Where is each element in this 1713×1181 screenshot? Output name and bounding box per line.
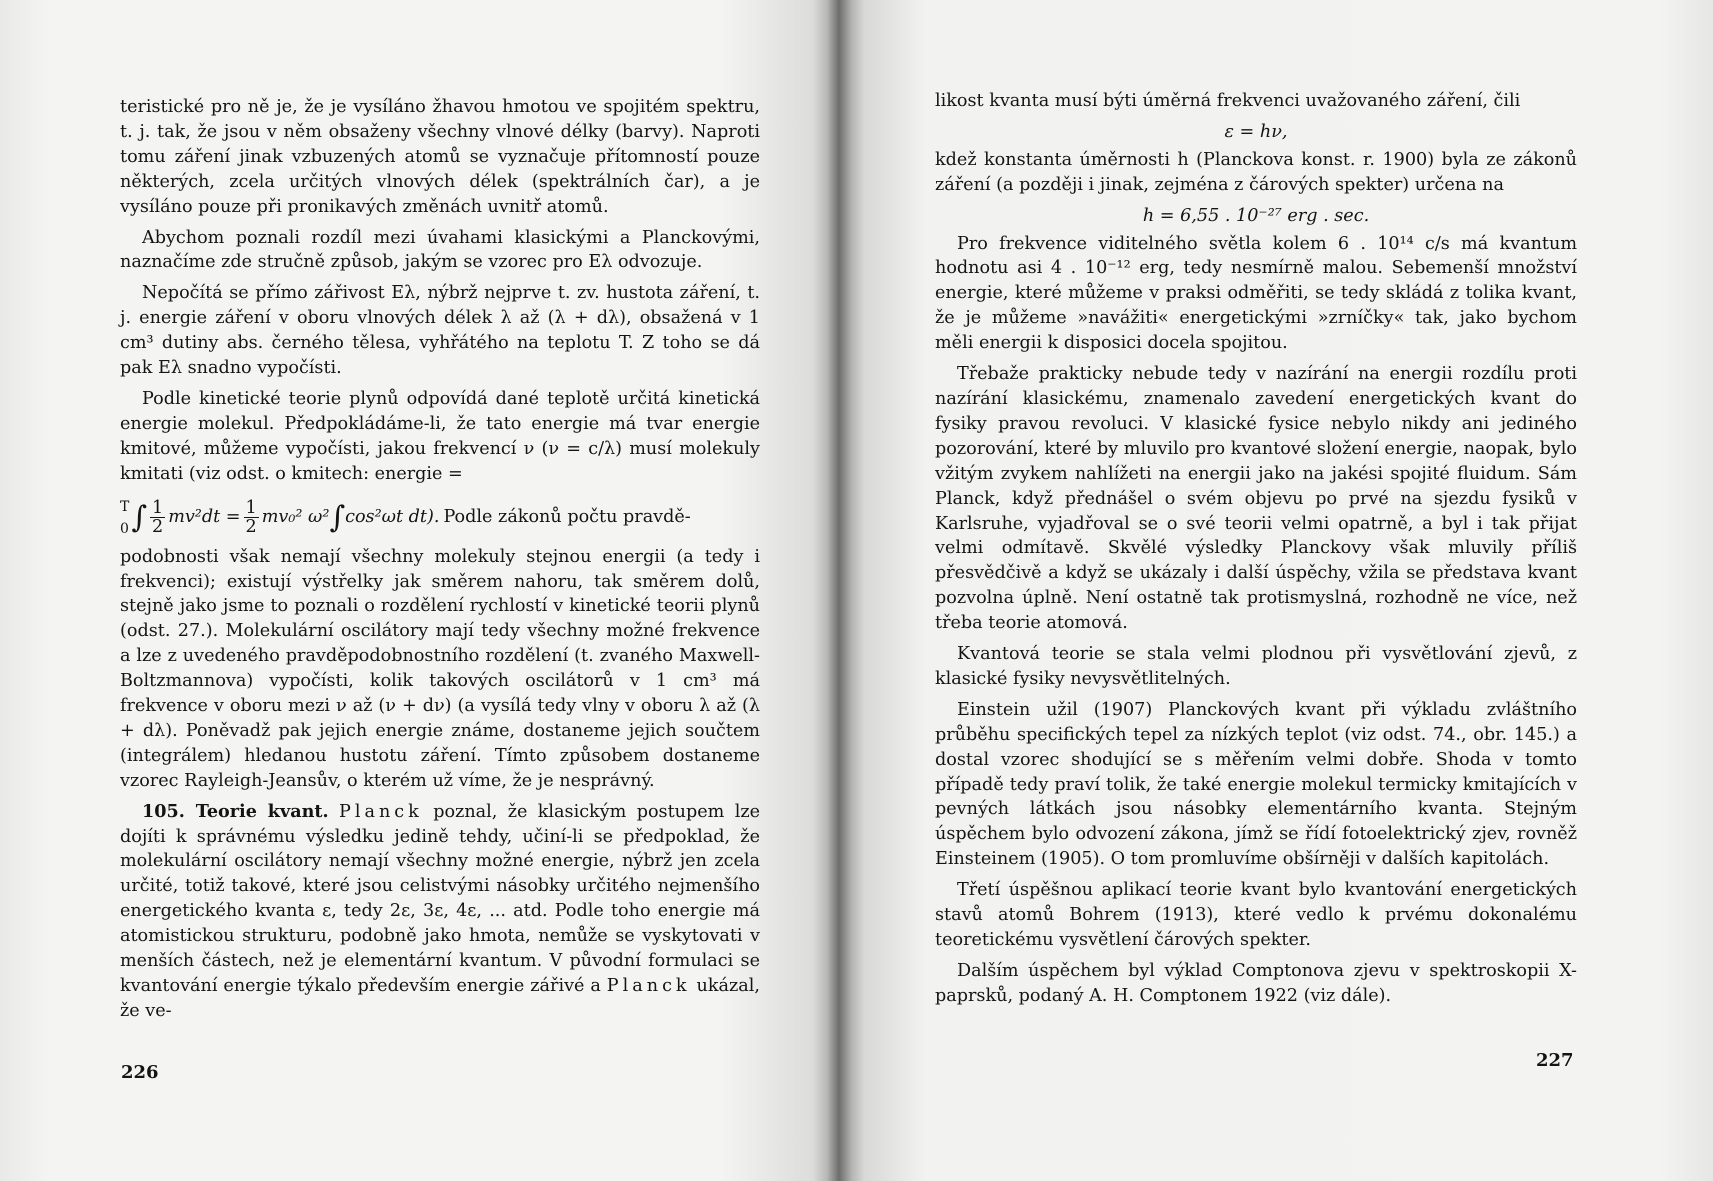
integral-sign-icon: ∫ (131, 499, 147, 535)
left-page-text (120, 95, 760, 1030)
paragraph: teristické pro ně je, že je vysíláno žhavou hmotou ve spojitém spektru, t. j. tak, že jsou v něm obsaženy všechny vlnové délky (barvy). Naproti tomu záření jinak vzbuzených atomů se vyznačuje přítomností pouze některých, zcela určitých vlnových délek (spektrálních čar), a je vysíláno pouze při pronikavých změnách uvnitř atomů. (120, 97, 760, 217)
paragraph: Pro frekvence viditelného světla kolem 6 . 10¹⁴ c/s má kvantum hodnotu asi 4 . 10⁻¹² erg, tedy nesmírně malou. Sebemenší množství energie, které můžeme v praksi odměřiti, se tedy skládá z tolika kvant, že je můžeme »navážiti« energetickými »zrníčky« tak, jako bychom měli energii k disposici docela spojitou. (935, 233, 1577, 354)
section-paragraph (120, 800, 760, 1024)
paragraph: Abychom poznali rozdíl mezi úvahami klasickými a Planckovými, naznačíme zde stručně způsob, jakým se vzorec pro Eλ odvozuje. (120, 227, 760, 273)
book-gutter (826, 0, 852, 1181)
name-spaced: Planck (606, 976, 691, 996)
formula-tail: Podle zákonů počtu pravdě- (443, 507, 691, 528)
paragraph: podobnosti však nemají všechny molekuly stejnou energii (a tedy i frekvenci); existují výstřelky jak směrem nahoru, tak směrem dolů, stejně jako jsme to poznali o rozdělení rychlostí v kinetické teorii plynů (odst. 27.). Molekulární oscilátory mají tedy všechny možné frekvence a lze z uvedeného pravděpodobnostního rozdělení (t. zvaného Maxwell-Boltzmannova) vypočísti, kolik takových oscilátorů v 1 cm³ má frekvence v oboru mezi ν až (ν + dν) (a vysílá tedy vlny v oboru λ až (λ + dλ). Poněvadž pak jejich energie známe, dostaneme jejich součtem (integrálem) hledanou hustotu záření. Tímto způsobem dostaneme vzorec Rayleigh-Jeansův, o kterém už víme, že je nesprávný. (120, 546, 760, 791)
formula-part: mv₀² ω² (261, 507, 330, 528)
paragraph: likost kvanta musí býti úměrná frekvenci uvažovaného záření, čili (935, 91, 1521, 111)
formula-part: mv²dt = (168, 507, 241, 528)
paragraph-text: ukázal, že ve- (120, 976, 761, 1021)
right-page-text (935, 89, 1577, 1015)
integral-limits: T 0 (120, 498, 130, 537)
paragraph: Nepočítá se přímo zářivost Eλ, nýbrž nejprve t. zv. hustota záření, t. j. energie záření v oboru vlnových délek λ až (λ + dλ), obsažená v 1 cm³ dutiny abs. černého tělesa, vyhřátého na teplotu T. Z toho se dá pak Eλ snadno vypočísti. (120, 283, 760, 379)
fraction: $\frac{1}{2}$ (245, 498, 257, 538)
paragraph: Dalším úspěchem byl výklad Comptonova zjevu v spektroskopii X-paprsků, podaný A. H. Comptonem 1922 (viz dále). (935, 960, 1577, 1006)
fraction: $\frac{1}{2}$ (151, 498, 164, 538)
formula: ε = hν, (1224, 121, 1288, 142)
page-number: 226 (121, 1062, 159, 1083)
paragraph: Kvantová teorie se stala velmi plodnou při vysvětlování zjevů, z klasické fysiky nevysvětlitelných. (935, 644, 1577, 689)
integral-formula (120, 493, 760, 543)
formula-part: cos²ωt dt). (345, 507, 440, 528)
name-spaced: Planck (339, 801, 423, 822)
paragraph: Třebaže prakticky nebude tedy v nazírání na energii rozdílu proti nazírání klasickému, znamenalo zavedení energetických kvant do fysiky pravou revoluci. V klasické fysice nebylo nikdy ani jediného pozorování, které by mluvilo pro kvantové složení energie, naopak, bylo vžitým zvykem nahlížeti na energii jako na jakési spojité fluidum. Sám Planck, když přednášel o svém objevu po prvé na sjezdu fysiků v Karlsruhe, vyjadřoval se o své teorii velmi opatrně, a byl i tak přijat velmi odmítavě. Skvělé výsledky Planckovy však mluvily příliš přesvědčivě a když se ukázaly i další úspěchy, vžila se představa kvant pozvolna úplně. Není ostatně tak protismyslná, rozhodně ne více, než třeba teorie atomová. (935, 364, 1577, 634)
paragraph-text: poznal, že klasickým postupem lze dojíti k správnému výsledku jedině tehdy, učiní-li se předpoklad, že molekulární oscilátory nemají všechny možné energie, nýbrž jen zcela určité, totiž takové, které jsou celistvými násobky určitého nejmenšího energetického kvanta ε, tedy 2ε, 3ε, 4ε, ... atd. Podle toho energie má atomistickou strukturu, podobně jako hmota, nemůže se vyskytovati v menších částech, než je elementární kvantum. V původní formulaci se kvantování energie týkalo především energie zářivé a (120, 801, 761, 996)
left-page (0, 0, 838, 1181)
page-number: 227 (1536, 1050, 1574, 1071)
paragraph: Einstein užil (1907) Planckových kvant při výkladu zvláštního průběhu specifických tepel za nízkých teplot (viz odst. 74., obr. 145.) a dostal vzorec shodující se s měřením velmi dobře. Shoda v tomto případě tedy praví tolik, že také energie molekul termicky kmitajících v pevných látkách jsou násobky elementárního kvanta. Stejným úspěchem bylo odvození zákona, jímž se řídí fotoelektrický zjev, rovněž Einsteinem (1905). O tom promluvíme obšírněji v dalších kapitolách. (935, 699, 1577, 870)
formula: h = 6,55 . 10⁻²⁷ erg . sec. (1142, 205, 1370, 226)
paragraph: kdež konstanta úměrnosti h (Planckova konst. r. 1900) byla ze zákonů záření (a později i jinak, zejména z čárových spekter) určena na (935, 149, 1577, 195)
integral-sign-icon: ∫ (329, 499, 346, 535)
right-page (838, 0, 1713, 1181)
paragraph: Třetí úspěšnou aplikací teorie kvant bylo kvantování energetických stavů atomů Bohrem (1913), které vedlo k prvému dokonalému teoretickému vysvětlení čárových spekter. (935, 880, 1577, 950)
section-title: 105. Teorie kvant. (142, 800, 329, 822)
paragraph: Podle kinetické teorie plynů odpovídá dané teplotě určitá kinetická energie molekul. Předpokládáme-li, že tato energie má tvar energie kmitové, můžeme vypočísti, jakou frekvencí ν (ν = c/λ) musí molekuly kmitati (viz odst. o kmitech: energie = (120, 388, 760, 484)
